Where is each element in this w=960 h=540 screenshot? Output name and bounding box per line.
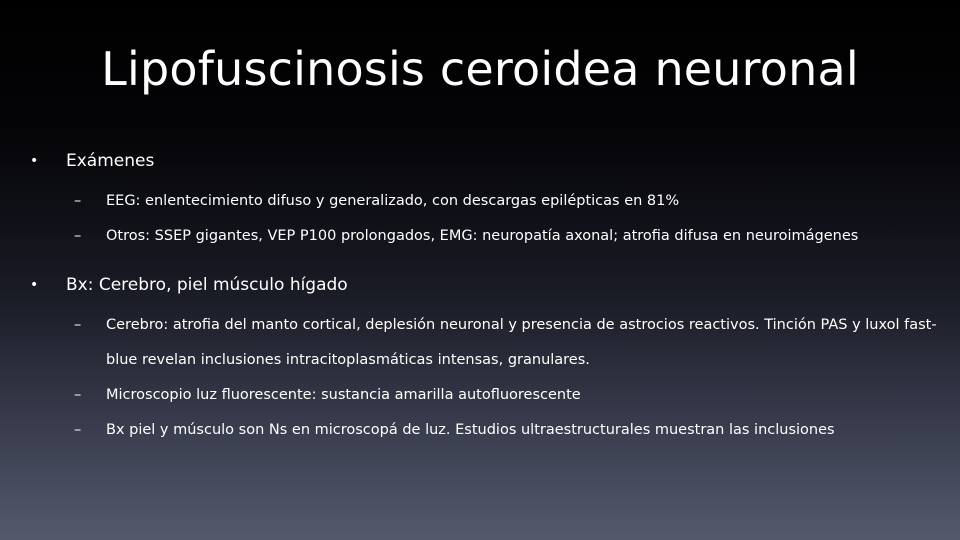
slide-title: Lipofuscinosis ceroidea neuronal	[101, 42, 859, 96]
subitem-bx-piel	[30, 413, 940, 448]
dash-icon: –	[74, 422, 82, 438]
sublist-examenes	[30, 184, 940, 254]
subitem-otros	[30, 219, 940, 254]
bullet-icon: •	[30, 153, 39, 169]
bullet-examenes	[30, 148, 940, 174]
sublist-bx	[30, 308, 940, 448]
dash-icon: –	[74, 387, 82, 403]
subitem-text: EEG: enlentecimiento difuso y generalizado, con descargas epilépticas en 81%	[106, 193, 680, 209]
subitem-text: Cerebro: atrofia del manto cortical, deplesión neuronal y presencia de astrocios reactivos. Tinción PAS y luxol fast-blue revelan inclusiones intracitoplasmáticas intensas, granulares.	[106, 317, 937, 368]
subitem-text: Microscopio luz fluorescente: sustancia amarilla autofluorescente	[106, 387, 581, 403]
subitem-text: Otros: SSEP gigantes, VEP P100 prolongados, EMG: neuropatía axonal; atrofia difusa en neuroimágenes	[106, 228, 859, 244]
spacer	[30, 254, 940, 272]
subitem-eeg	[30, 184, 940, 219]
bullet-icon: •	[30, 277, 39, 293]
slide-content	[30, 148, 940, 448]
subitem-cerebro	[30, 308, 940, 378]
bullet-text: Exámenes	[66, 151, 155, 171]
dash-icon: –	[74, 193, 82, 209]
bullet-bx	[30, 272, 940, 298]
dash-icon: –	[74, 317, 82, 333]
bullet-text: Bx: Cerebro, piel músculo hígado	[66, 275, 348, 295]
subitem-text: Bx piel y músculo son Ns en microscopá de luz. Estudios ultraestructurales muestran las inclusiones	[106, 422, 835, 438]
subitem-microscopio	[30, 378, 940, 413]
dash-icon: –	[74, 228, 82, 244]
